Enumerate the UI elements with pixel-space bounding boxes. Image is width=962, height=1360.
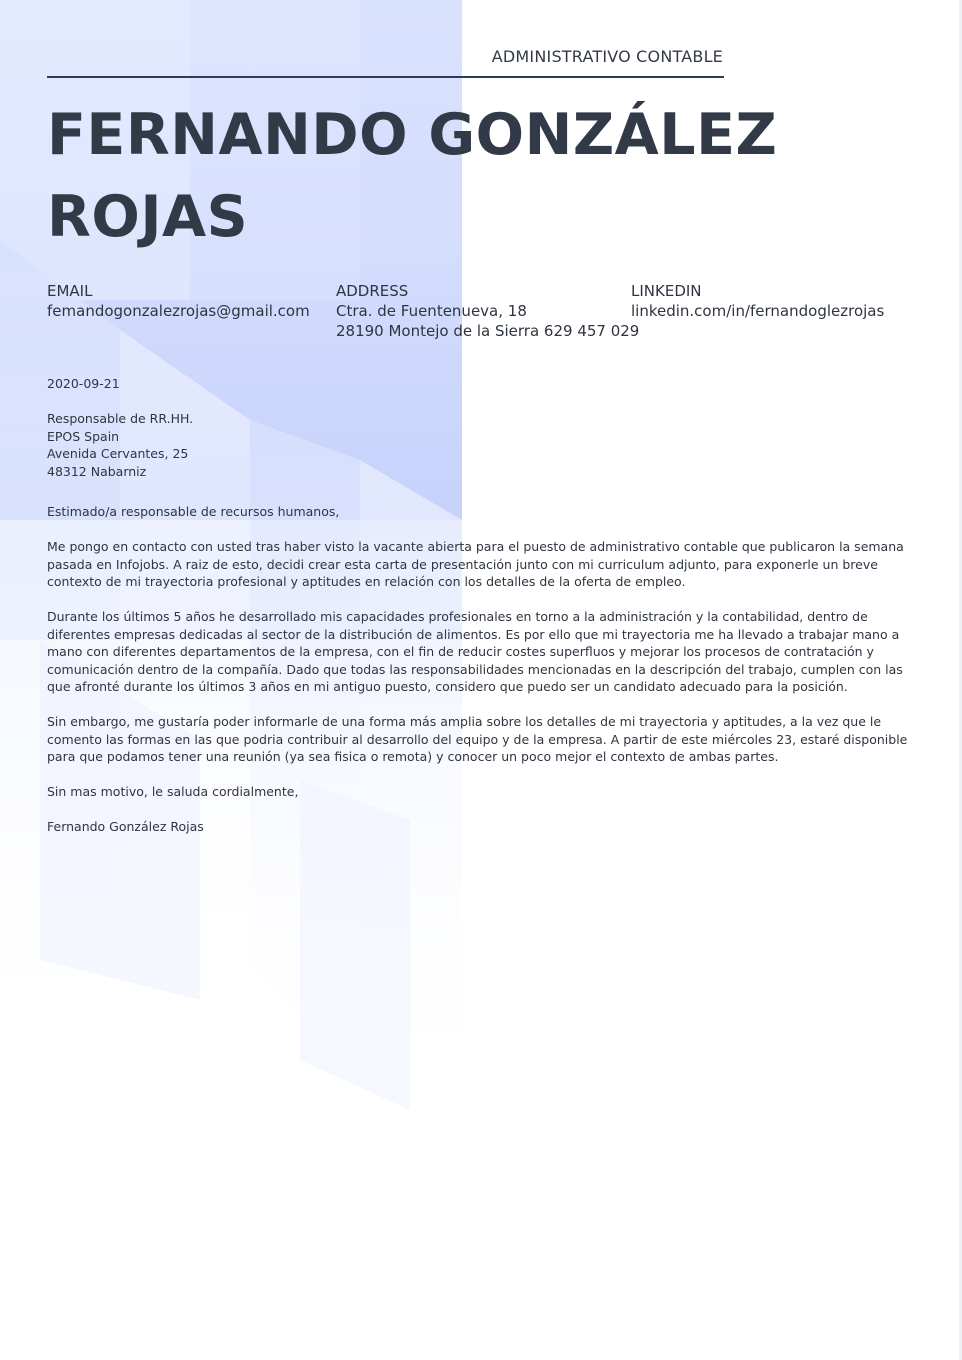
recipient-line-3: Avenida Cervantes, 25: [47, 446, 189, 461]
applicant-name: [47, 94, 807, 258]
recipient-line-1: Responsable de RR.HH.: [47, 411, 194, 426]
recipient-block: [47, 410, 193, 480]
contact-linkedin: [631, 281, 884, 321]
address-label: ADDRESS: [336, 282, 409, 300]
letter-paragraph-3: Sin embargo, me gustaría poder informarle de una forma más amplia sobre los detalles de mi trayectoria y aptitudes, a la vez que le comento las formas en las que podria contribuir al desarrollo del equipo y de la empresa. A partir de este miércoles 23, estaré disponible para que podamos tener una reunión (ya sea fisica o remota) y conocer un poco mejor el contexto de ambas partes.: [47, 714, 908, 764]
linkedin-label: LINKEDIN: [631, 282, 702, 300]
address-line-1: Ctra. de Fuentenueva, 18: [336, 302, 527, 320]
letter-greeting: Estimado/a responsable de recursos humanos,: [47, 504, 340, 519]
recipient-line-4: 48312 Nabarniz: [47, 463, 147, 479]
recipient-line-2: EPOS Spain: [47, 428, 120, 444]
email-label: EMAIL: [47, 282, 93, 300]
letter-closing: Sin mas motivo, le saluda cordialmente,: [47, 784, 299, 799]
job-title: ADMINISTRATIVO CONTABLE: [491, 47, 723, 66]
letter-signature: Fernando González Rojas: [47, 819, 204, 834]
letter-paragraph-1: Me pongo en contacto con usted tras haber visto la vacante abierta para el puesto de administrativo contable que publicaron la semana pasada en Infojobs. A raiz de esto, decidi crear esta carta de presentación junto con mi curriculum adjunto, para exponerle un breve contexto de mi trayectoria profesional y aptitudes en relación con los detalles de la oferta de empleo.: [47, 539, 904, 589]
letter-paragraph-2: Durante los últimos 5 años he desarrollado mis capacidades profesionales en torno a la administración y la contabilidad, dentro de diferentes empresas dedicadas al sector de la distribución de alimentos. Es por ello que mi trayectoria me ha llevado a trabajar mano a mano con diferentes departamentos de la empresa, con el fin de reducir costes superfluos y mejorar los procesos de contratación y comunicación dentro de la compañía. Dado que todas las responsabilidades mencionadas en la descripción del trabajo, cumplen con las que afronté durante los últimos 3 años en mi antiguo puesto, considero que puedo ser un candidato adecuado para la posición.: [47, 609, 903, 694]
title-divider: [47, 76, 724, 78]
contact-address: [336, 281, 639, 341]
name-line-1: FERNANDO GONZÁLEZ: [47, 102, 778, 168]
letter-date: 2020-09-21: [47, 376, 120, 391]
address-line-2: 28190 Montejo de la Sierra 629 457 029: [336, 322, 640, 340]
email-value[interactable]: femandogonzalezrojas@gmail.com: [47, 302, 310, 320]
name-line-2: ROJAS: [47, 184, 249, 250]
contact-email: [47, 281, 310, 321]
letter-body: [47, 503, 917, 853]
linkedin-value[interactable]: linkedin.com/in/fernandoglezrojas: [631, 302, 885, 320]
